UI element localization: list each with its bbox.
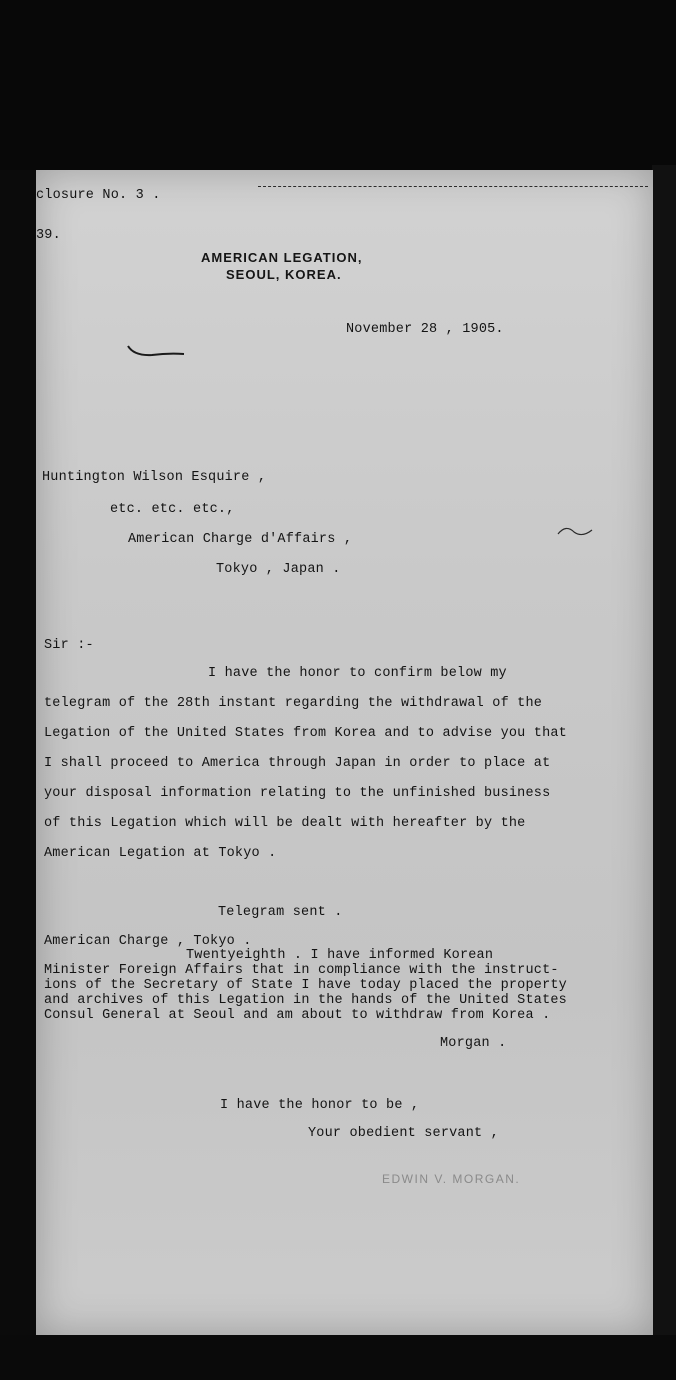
addressee-line-4: Tokyo , Japan . <box>216 562 341 577</box>
addressee-line-1: Huntington Wilson Esquire , <box>42 470 267 485</box>
pen-squiggle <box>556 522 596 542</box>
signature-stamp: EDWIN V. MORGAN. <box>382 1172 521 1186</box>
body-line-1: I have the honor to confirm below my <box>208 666 507 681</box>
letter-date: November 28 , 1905. <box>346 322 504 337</box>
telegram-line-5: Consul General at Seoul and am about to withdraw from Korea . <box>44 1008 551 1023</box>
film-border-right <box>652 165 676 1340</box>
addressee-line-2: etc. etc. etc., <box>110 502 235 517</box>
telegram-line-4: and archives of this Legation in the hands of the United States <box>44 993 567 1008</box>
enclosure-line: closure No. 3 . <box>36 188 161 203</box>
telegram-line-2: Minister Foreign Affairs that in compliance with the instruct- <box>44 963 559 978</box>
letterhead-line-2: SEOUL, KOREA. <box>226 267 342 282</box>
body-line-3: Legation of the United States from Korea and to advise you that <box>44 726 567 741</box>
body-line-2: telegram of the 28th instant regarding the withdrawal of the <box>44 696 543 711</box>
closing-line-2: Your obedient servant , <box>308 1126 499 1141</box>
telegram-signature: Morgan . <box>440 1036 507 1051</box>
telegram-heading: Telegram sent . <box>218 905 343 920</box>
body-line-6: of this Legation which will be dealt with hereafter by the <box>44 816 526 831</box>
pen-mark <box>124 338 188 364</box>
film-border-bottom <box>0 1335 676 1380</box>
addressee-line-3: American Charge d'Affairs , <box>128 532 353 547</box>
film-border-top <box>0 0 676 170</box>
letterhead-line-1: AMERICAN LEGATION, <box>201 250 363 265</box>
document-page <box>36 170 653 1335</box>
body-line-5: your disposal information relating to the unfinished business <box>44 786 551 801</box>
telegram-to: American Charge , Tokyo . <box>44 934 252 949</box>
body-line-4: I shall proceed to America through Japan in order to place at <box>44 756 551 771</box>
closing-line-1: I have the honor to be , <box>220 1098 420 1113</box>
enclosure-number: 39. <box>36 228 61 243</box>
body-line-7: American Legation at Tokyo . <box>44 846 277 861</box>
telegram-line-1: Twentyeighth . I have informed Korean <box>186 948 494 963</box>
salutation: Sir :- <box>44 638 94 653</box>
top-dashed-rule <box>258 186 648 187</box>
telegram-line-3: ions of the Secretary of State I have today placed the property <box>44 978 567 993</box>
